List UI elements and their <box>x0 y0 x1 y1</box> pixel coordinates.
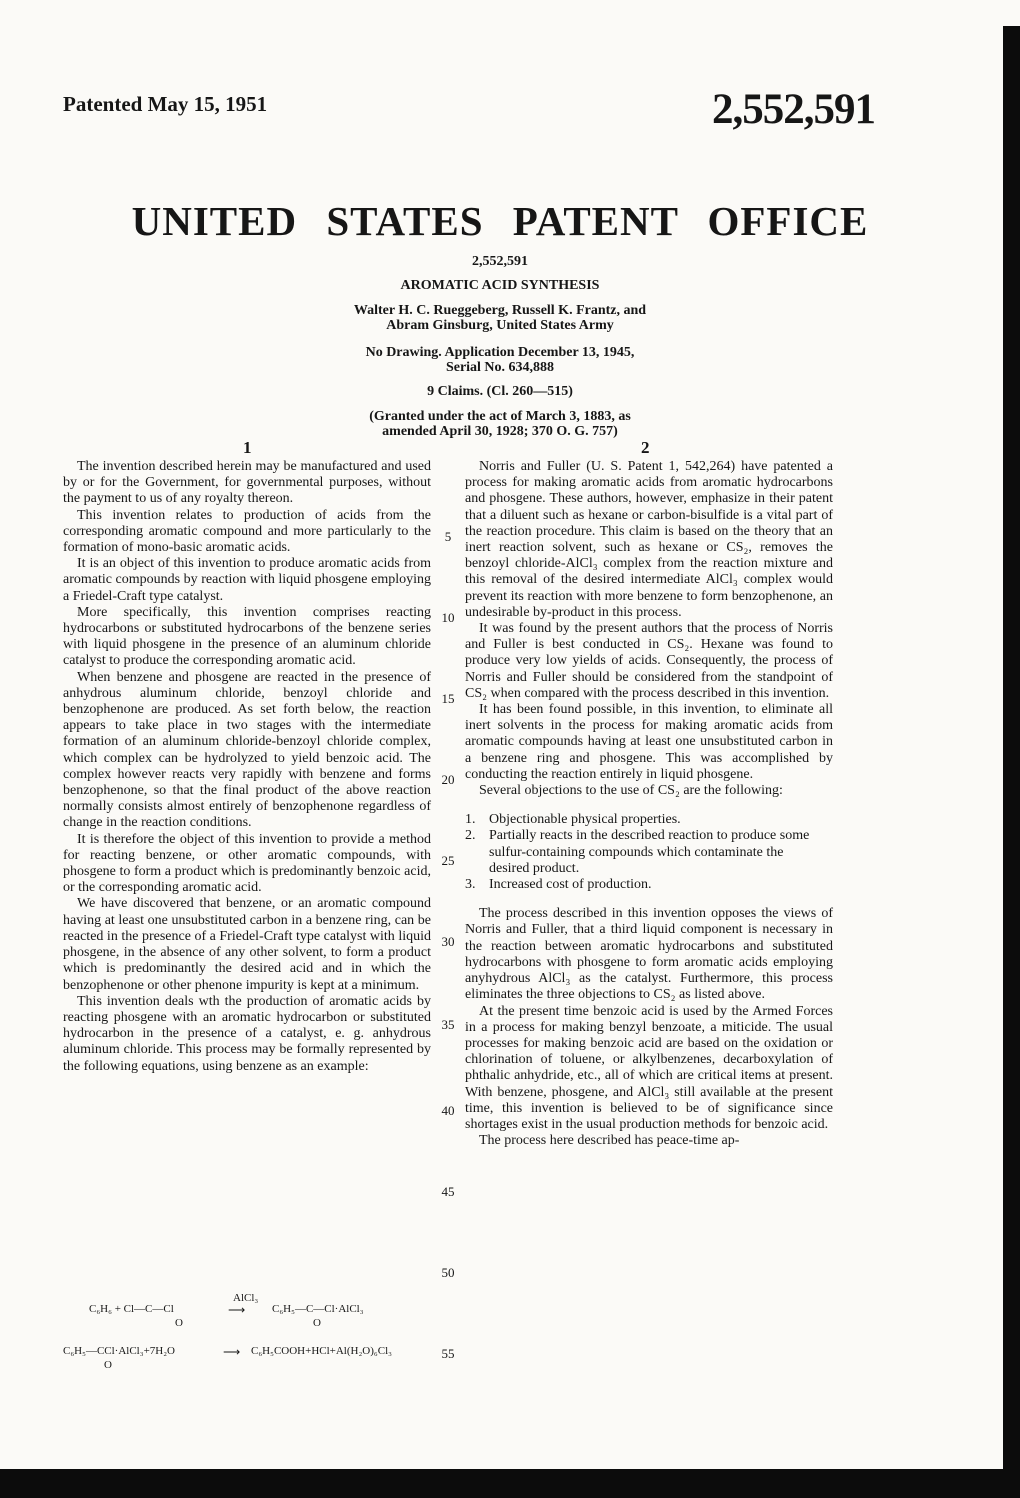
equation-2-left-oxygen: O <box>104 1359 112 1371</box>
left-paragraph: It is an object of this invention to produce aromatic acids from aromatic compounds by reaction with liquid phosgene employing a Friedel-Craft type catalyst. <box>63 556 431 604</box>
equation-1-arrow: ⟶ <box>228 1303 246 1317</box>
right-paragraph: It has been found possible, in this invention, to eliminate all inert solvents in the process for making aromatic acids from aromatic compounds having at least one unsubstituted carbon in a benzene ring and phosgene. This was accomplished by conducting the reaction entirely in liquid phosgene. <box>465 702 833 782</box>
granted-line-1: (Granted under the act of March 3, 1883, as <box>369 409 631 424</box>
patent-number: 2,552,591 <box>712 86 875 133</box>
list-item: 1. Objectionable physical properties. <box>465 812 681 828</box>
line-number: 15 <box>441 691 455 706</box>
equation-1-right: C₆H₅—C—Cl·AlCl₃ <box>272 1303 364 1315</box>
claims-line: 9 Claims. (Cl. 260—515) <box>427 384 573 399</box>
line-number: 5 <box>444 529 452 544</box>
list-item: 3. Increased cost of production. <box>465 877 652 893</box>
objections-list <box>465 812 833 893</box>
column-number-right: 2 <box>641 438 650 457</box>
right-paragraph: Several objections to the use of CS₂ are the following: <box>479 783 783 799</box>
equation-2-left: C₆H₅—CCl·AlCl₃+7H₂O <box>63 1345 175 1357</box>
equation-1-right-oxygen: O <box>313 1317 321 1329</box>
right-paragraph: Norris and Fuller (U. S. Patent 1, 542,264) have patented a process for making aromatic acids from aromatic hydrocarbons and phosgene. These authors, however, emphasize in their patent that a diluent such as hexane or carbon-bisulfide is a vital part of the reaction procedure. This claim is based on the theory that an inert reaction solvent, such as hexane or CS₂, removes the benzoyl chloride-AlCl₃ complex from the reaction mixture and this removal of the desired intermediate AlCl₃ complex would prevent its reaction with more benzene to form benzophenone, an undesirable by-product in this process. <box>465 459 833 620</box>
right-paragraph: The process described in this invention opposes the views of Norris and Fuller, that a third liquid component is necessary in the reaction between aromatic hydrocarbons and substituted hydrocarbons with phosgene to form aromatic acids employing anyhydrous AlCl₃ as the catalyst. Furthermore, this process eliminates the three objections to CS₂ as listed above. <box>465 906 833 1003</box>
invention-title: AROMATIC ACID SYNTHESIS <box>400 278 600 293</box>
left-paragraph: It is therefore the object of this invention to provide a method for reacting benzene, or other aromatic compounds, with phosgene to form a product which is predominantly benzoic acid, or the corresponding aromatic acid. <box>63 831 431 896</box>
granted-line-2: amended April 30, 1928; 370 O. G. 757) <box>382 424 618 439</box>
left-paragraph: This invention deals wth the production of aromatic acids by reacting phosgene with an aromatic hydrocarbon or substituted hydrocarbon in the presence of a catalyst, e. g. anhydrous aluminum chloride. This process may be formally represented by the following equations, using benzene as an example: <box>63 993 431 1074</box>
left-paragraph: More specifically, this invention comprises reacting hydrocarbons or substituted hydrocarbons of the benzene series with liquid phosgene in the presence of an aluminum chloride catalyst to produce the corresponding aromatic acid. <box>63 604 431 669</box>
inventors-line-1: Walter H. C. Rueggeberg, Russell K. Frantz, and <box>353 303 647 318</box>
line-number: 40 <box>441 1103 455 1118</box>
line-number: 25 <box>441 853 455 868</box>
line-number: 50 <box>441 1265 455 1280</box>
right-column <box>465 459 833 1149</box>
equation-1-left-oxygen: O <box>175 1317 183 1329</box>
list-item: 2. Partially reacts in the described reaction to produce some sulfur-containing compounds which contaminate the desired product. <box>465 828 810 876</box>
scan-border-bottom <box>0 1469 1020 1498</box>
left-paragraph: We have discovered that benzene, or an aromatic compound having at least one unsubstituted carbon in a benzene ring, can be reacted in the presence of a Friedel-Craft type catalyst with liquid phosgene, in the absence of any other solvent, to form a product which is predominantly the desired acid and in which the benzophenone or other phenone impurity is kept at a minimum. <box>63 896 431 993</box>
patent-date: Patented May 15, 1951 <box>63 92 268 116</box>
line-number: 35 <box>441 1017 455 1032</box>
left-column <box>63 459 431 1075</box>
left-paragraph: This invention relates to production of acids from the corresponding aromatic compound and more particularly to the formation of mono-basic aromatic acids. <box>63 507 431 556</box>
right-paragraph: It was found by the present authors that the process of Norris and Fuller is best conducted in CS₂. Hexane was found to produce very low yields of acids. Consequently, the process of Norris and Fuller should be considered from the standpoint of CS₂ when compared with the process described in this invention. <box>465 621 833 701</box>
application-line-2: Serial No. 634,888 <box>445 360 555 375</box>
office-title: UNITED STATES PATENT OFFICE <box>131 198 869 244</box>
right-paragraph: At the present time benzoic acid is used by the Armed Forces in a process for making benzyl benzoate, a miticide. The usual processes for making benzoic acid are based on the oxidation or chlorination of toluene, or alkylbenzenes, decarboxylation of phthalic anhydride, etc., all of which are critical items at present. With benzene, phosgene, and AlCl₃ still available at the present time, this invention is believed to be of significance since shortages exist in the usual production methods for benzoic acid. <box>465 1003 833 1132</box>
application-line-1: No Drawing. Application December 13, 1945, <box>365 345 635 360</box>
equation-1-catalyst: AlCl₃ <box>233 1292 259 1304</box>
line-number: 30 <box>441 934 455 949</box>
scan-border-right <box>1003 26 1020 1498</box>
front-number: 2,552,591 <box>472 254 528 269</box>
equation-2-right: C₆H₅COOH+HCl+Al(H₂O)₆Cl₃ <box>251 1345 392 1357</box>
line-number: 20 <box>441 772 455 787</box>
equation-2-arrow: ⟶ <box>223 1345 241 1359</box>
line-number: 10 <box>441 610 455 625</box>
line-number: 45 <box>441 1184 455 1199</box>
line-number: 55 <box>441 1346 455 1361</box>
equation-1-left: C₆H₆ + Cl—C—Cl <box>89 1303 174 1315</box>
right-paragraph: The process here described has peace-time ap- <box>479 1133 740 1149</box>
column-number-left: 1 <box>243 438 252 457</box>
left-paragraph: The invention described herein may be manufactured and used by or for the Government, for governmental purposes, without the payment to us of any royalty thereon. <box>63 459 431 507</box>
inventors-line-2: Abram Ginsburg, United States Army <box>386 318 614 333</box>
left-paragraph: When benzene and phosgene are reacted in the presence of anhydrous aluminum chloride, benzoyl chloride and benzophenone are produced. As set forth below, the reaction appears to take place in two stages with the intermediate formation of an aluminum chloride-benzoyl chloride complex, which complex can be hydrolyzed to yield benzoic acid. The complex however reacts very rapidly with benzene and forms benzophenone, so that the final product of the above reaction normally consists almost entirely of benzophenone regardless of change in the reaction conditions. <box>63 669 431 831</box>
